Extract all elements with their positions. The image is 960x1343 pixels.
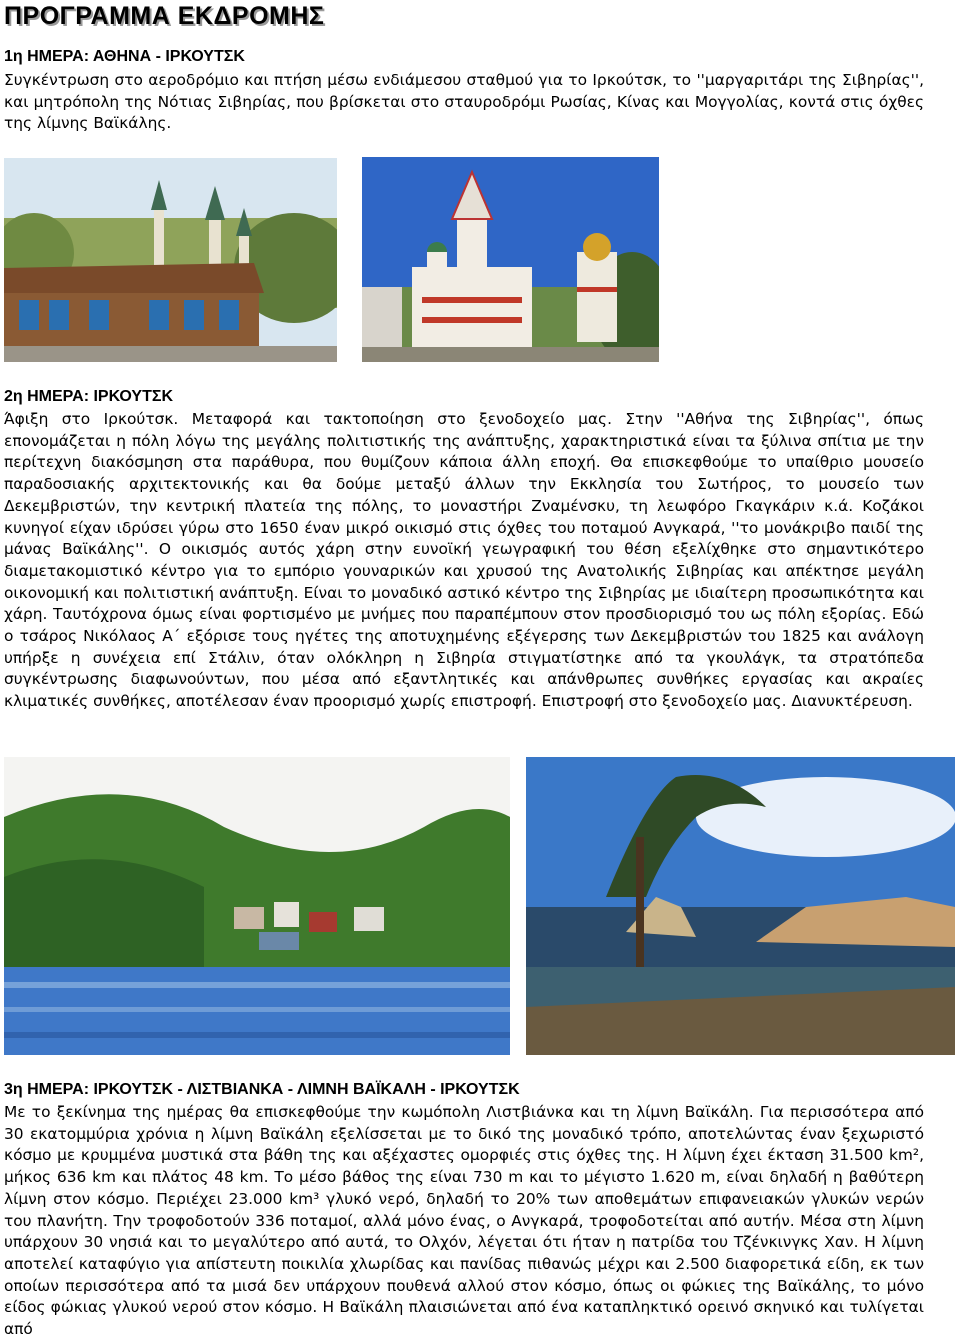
day2-heading: 2η ΗΜΕΡΑ: ΙΡΚΟΥΤΣΚ <box>4 388 174 405</box>
day3-heading: 3η ΗΜΕΡΑ: ΙΡΚΟΥΤΣΚ - ΛΙΣΤΒΙΑΝΚΑ - ΛΙΜΝΗ ΒΑΪΚΑΛΗ - ΙΡΚΟΥΤΣΚ <box>4 1081 520 1098</box>
photo-wooden-house <box>4 158 337 362</box>
photo-lakeside-village <box>4 757 510 1055</box>
day1-heading: 1η ΗΜΕΡΑ: ΑΘΗΝΑ - ΙΡΚΟΥΤΣΚ <box>4 48 245 65</box>
day2-paragraph: Άφιξη στο Ιρκούτσκ. Μεταφορά και τακτοποίηση στο ξενοδοχείο μας. Στην ''Αθήνα της Σιβηρίας'', όπως επονομάζεται η πόλη λόγω της μεγάλης πολιτιστικής της ανάπτυξης, χαρακτηριστικά είναι τα ξύλινα σπίτια με την περίτεχνη διακόσμηση στα παράθυρα, που θυμίζουν κάποια άλλη εποχή. Θα επισκεφθούμε το υπαίθριο μουσείο παραδοσιακής αρχιτεκτονικής και θα δούμε μεταξύ άλλων την Εκκλησία του Σωτήρος, το μουσείο των Δεκεμβριστών, την κεντρική πλατεία της πόλης, το μοναστήρι Ζναμένσκυ, τη λεωφόρο Γκαγκάριν κ.ά. Κοζάκοι κυνηγοί είχαν ιδρύσει γύρω στο 1650 έναν μικρό οικισμό στις όχθες του ποταμού Ανγκαρά, ''το μονάκριβο παιδί της μάνας Βαϊκάλης''. Ο οικισμός αυτός χάρη στην ευνοϊκή γεωγραφική του θέση εξελίχθηκε στο σημαντικότερο διαμετακομιστικό κέντρο για το εμπόριο γουναρικών και χρυσού της Ανατολικής Σιβηρίας και απέκτησε μεγάλη οικονομική και πολιτιστική ανάπτυξη. Είναι το μοναδικό αστικό κέντρο της Σιβηρίας με ιδιαίτερη προσωπικότητα και χάρη. Ταυτόχρονα όμως είναι φορτισμένο με μνήμες που παραπέμπουν στον προσδιορισμό του ως πόλη εξορίας. Εδώ ο τσάρος Νικόλαος Α΄ εξόρισε τους ηγέτες της αποτυχημένης εξέγερσης των Δεκεμβριστών του 1825 και ανάλογη υπήρξε η συνέχεια επί Στάλιν, όταν ολόκληρη η Σιβηρία στιγματίστηκε από τα γκουλάγκ, τα στρατόπεδα συγκέντρωσης διαφωνούντων, που μέσα από εξαντλητικές και απάνθρωπες συνθήκες εργασίας και ακραίες κλιματικές συνθήκες, αποτέλεσαν έναν προορισμό χωρίς επιστροφή. Επιστροφή στο ξενοδοχείο μας. Διανυκτέρευση. <box>4 410 924 711</box>
day3-paragraph: Με το ξεκίνημα της ημέρας θα επισκεφθούμε την κωμόπολη Λιστβιάνκα και τη λίμνη Βαϊκάλη. Για περισσότερα από 30 εκατομμύρια χρόνια η λίμνη Βαϊκάλη εξελίσσεται με το δικό της μοναδικό τρόπο, αποτελώντας έναν ξεχωριστό κόσμο με κρυμμένα μυστικά στα βάθη της και αξέχαστες ομορφιές στις όχθες της. Η λίμνη έχει έκταση 31.500 km², μήκος 636 km και πλάτος 48 km. Το μέσο βάθος της είναι 730 m και το μέγιστο 1.620 m, είναι δηλαδή η βαθύτερη λίμνη στον κόσμο. Περιέχει 23.000 km³ γλυκό νερό, δηλαδή το 20% των αποθεμάτων επιφανειακών γλυκών νερών του πλανήτη. Την τροφοδοτούν 336 ποταμοί, αλλά μόνο ένας, ο Ανγκαρά, τροφοδοτείται από αυτήν. Μέσα στη λίμνη υπάρχουν 30 νησιά και το μεγαλύτερο από αυτά, το Ολχόν, λέγεται ότι ήταν η πατρίδα του Τζένκινγκς Χαν. Η λίμνη αποτελεί καταφύγιο για απίστευτη ποικιλία χλωρίδας και πανίδας πιθανώς μέχρι και 2.500 διαφορετικά είδη, εκ των οποίων περισσότερα από τα μισά δεν υπάρχουν πουθενά αλλού στον κόσμο, όπως οι φώκιες της Βαϊκάλης, το μόνο είδος φώκιας γλυκού νερού στον κόσμο. Η Βαϊκάλη πλαισιώνεται από ένα καταπληκτικό ορεινό σκηνικό και τυλίγεται από <box>4 1103 925 1339</box>
photo-cathedral <box>362 157 659 362</box>
document-title: ΠΡΟΓΡΑΜΜΑ ΕΚΔΡΟΜΗΣ <box>4 2 325 30</box>
day1-paragraph: Συγκέντρωση στο αεροδρόμιο και πτήση μέσω ενδιάμεσου σταθμού για το Ιρκούτσκ, το ''μαργαριτάρι της Σιβηρίας'', και μητρόπολη της Νότιας Σιβηρίας, που βρίσκεται στο σταυροδρόμι Ρωσίας, Κίνας και Μογγολίας, κοντά στις όχθες της λίμνης Βαϊκάλης. <box>4 71 924 133</box>
photo-baikal-rocks <box>526 757 955 1055</box>
